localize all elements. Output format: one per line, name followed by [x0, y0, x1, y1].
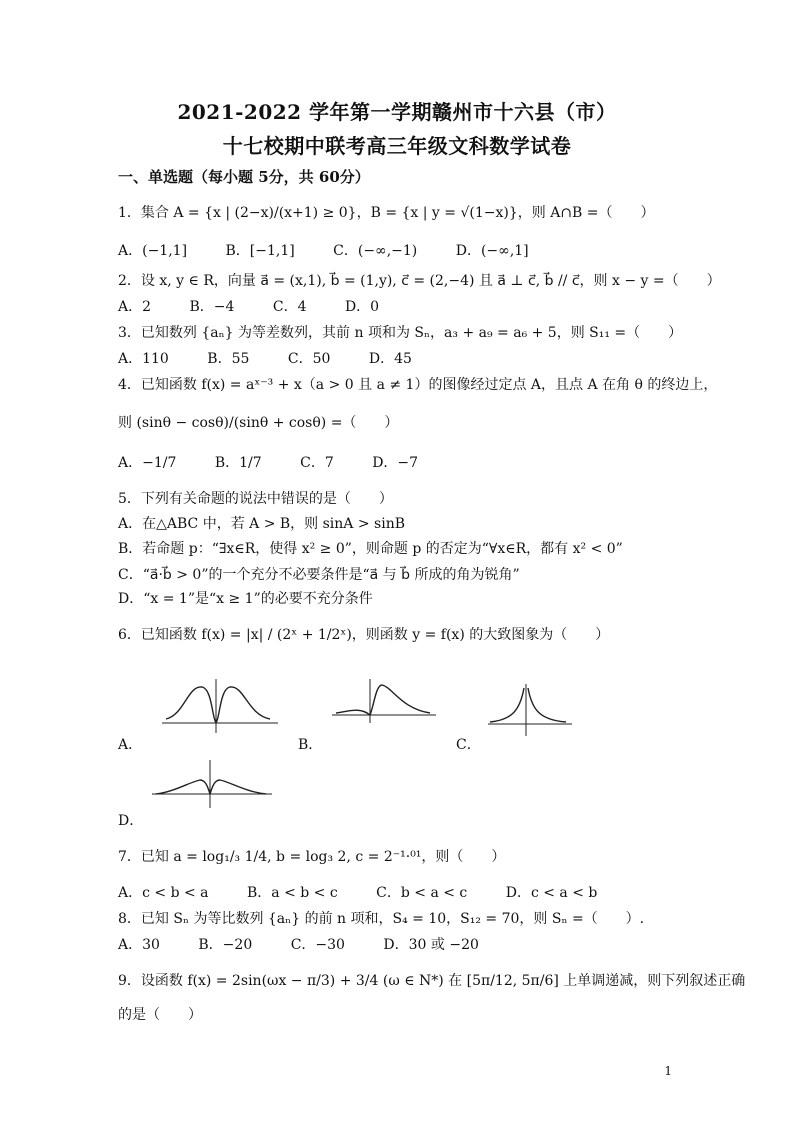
question-5: 5．下列有关命题的说法中错误的是（ ）: [118, 491, 393, 507]
option-c[interactable]: C．50: [287, 351, 331, 367]
question-4-options: [118, 452, 452, 472]
option-d[interactable]: D．45: [368, 351, 412, 367]
question-4-cont: 则 (sinθ − cosθ)/(sinθ + cosθ) =（ ）: [118, 415, 399, 431]
page-number: 1: [664, 1064, 672, 1078]
option-d[interactable]: D．(−∞,1]: [455, 243, 529, 259]
question-4: 4．已知函数 f(x) = aˣ⁻³ + x（a > 0 且 a ≠ 1）的图像经过定点 A，且点 A 在角 θ 的终边上，: [118, 377, 718, 393]
question-6: 6．已知函数 f(x) = |x| / (2ˣ + 1/2ˣ)，则函数 y = f(x) 的大致图象为（ ）: [118, 627, 610, 643]
graph-a-label[interactable]: A．: [118, 737, 143, 753]
option-b[interactable]: B．a < b < c: [246, 885, 338, 901]
graph-d-label[interactable]: D．: [118, 813, 144, 829]
option-b[interactable]: B．[−1,1]: [225, 243, 295, 259]
question-2: 2．设 x, y ∈ R，向量 a⃗ = (x,1), b⃗ = (1,y), c⃗ = (2,−4) 且 a⃗ ⊥ c⃗, b⃗ // c⃗，则 x − y =（ ）: [118, 273, 721, 289]
option-d[interactable]: D．−7: [372, 455, 419, 471]
option-b[interactable]: B．1/7: [214, 455, 262, 471]
option-d[interactable]: D．30 或 −20: [383, 937, 479, 953]
graph-b-label[interactable]: B．: [298, 737, 323, 753]
option-a[interactable]: A．(−1,1]: [118, 243, 188, 259]
option-d[interactable]: D．c < a < b: [505, 885, 598, 901]
option-d[interactable]: D．0: [344, 299, 380, 315]
question-1-options: [118, 240, 563, 260]
option-d[interactable]: D．“x = 1”是“x ≥ 1”的必要不充分条件: [118, 591, 373, 607]
option-a[interactable]: A．c < b < a: [118, 885, 209, 901]
option-c[interactable]: C．−30: [290, 937, 345, 953]
option-b[interactable]: B．−20: [198, 937, 253, 953]
option-a[interactable]: A．2: [118, 299, 152, 315]
graph-a[interactable]: [160, 675, 280, 735]
question-1: 1．集合 A = {x | (2−x)/(x+1) ≥ 0}，B = {x | y = √(1−x)}，则 A∩B =（ ）: [118, 205, 655, 221]
option-a[interactable]: A．−1/7: [118, 455, 177, 471]
graph-c-label[interactable]: C．: [456, 737, 481, 753]
graph-c[interactable]: [486, 680, 576, 738]
option-c[interactable]: C．4: [272, 299, 307, 315]
question-7-options: [118, 882, 631, 902]
option-c[interactable]: C．b < a < c: [376, 885, 468, 901]
question-9: 9．设函数 f(x) = 2sin(ωx − π/3) + 3/4 (ω ∈ N*) 在 [5π/12, 5π/6] 上单调递减，则下列叙述正确: [118, 973, 746, 989]
option-c[interactable]: C．7: [300, 455, 334, 471]
question-8: 8．已知 Sₙ 为等比数列 {aₙ} 的前 n 项和，S₄ = 10，S₁₂ = 70，则 Sₙ =（ ）.: [118, 911, 645, 927]
question-9-cont: 的是（ ）: [118, 1007, 202, 1023]
option-c[interactable]: C．(−∞,−1): [333, 243, 418, 259]
question-2-options: [118, 296, 413, 316]
question-3: 3．已知数列 {aₙ} 为等差数列，其前 n 项和为 Sₙ，a₃ + a₉ = a₆ + 5，则 S₁₁ =（ ）: [118, 325, 683, 341]
question-3-options: [118, 348, 446, 368]
option-b[interactable]: B．若命题 p：“∃x∈R，使得 x² ≥ 0”，则命题 p 的否定为“∀x∈R，都有 x² < 0”: [118, 541, 623, 557]
section-heading: 一、单选题（每小题 5分，共 60分）: [118, 168, 370, 186]
option-a[interactable]: A．110: [118, 351, 169, 367]
option-b[interactable]: B．−4: [189, 299, 235, 315]
exam-title-line2: 十七校期中联考高三年级文科数学试卷: [222, 134, 572, 158]
question-7: 7．已知 a = log₁/₃ 1/4, b = log₃ 2, c = 2⁻¹·⁰¹，则（ ）: [118, 849, 506, 865]
option-a[interactable]: A．在△ABC 中，若 A > B，则 sinA > sinB: [118, 516, 406, 532]
question-8-options: [118, 934, 513, 954]
option-b[interactable]: B．55: [207, 351, 250, 367]
graph-b[interactable]: [330, 675, 440, 725]
option-c[interactable]: C．“a⃗·b⃗ > 0”的一个充分不必要条件是“a⃗ 与 b⃗ 所成的角为锐角”: [118, 567, 520, 583]
exam-title-line1: 2021-2022 学年第一学期赣州市十六县（市）: [177, 100, 617, 124]
option-a[interactable]: A．30: [118, 937, 160, 953]
graph-d[interactable]: [150, 758, 276, 810]
